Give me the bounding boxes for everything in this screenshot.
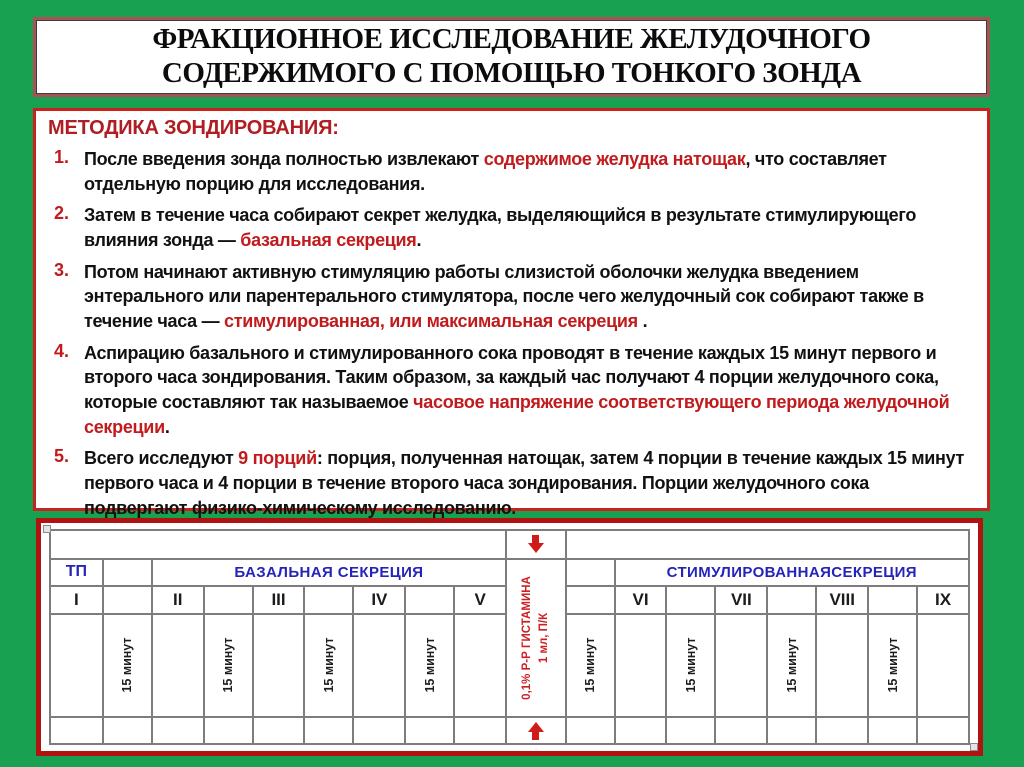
interval-label: 15 минут	[321, 637, 336, 693]
portion-III-cell: III	[253, 586, 305, 614]
item-number: 2.	[54, 203, 70, 224]
table-row	[50, 530, 969, 559]
resize-handle-bottom-right	[970, 743, 978, 751]
portion-IV-cell: IV	[353, 586, 405, 614]
empty-cell	[615, 614, 667, 717]
methodology-box	[33, 108, 990, 518]
secretion-table-panel	[36, 518, 983, 756]
interval-cell	[767, 614, 816, 717]
empty-cell	[152, 717, 204, 744]
histamine-bottom-cell	[506, 717, 566, 744]
empty-cell	[152, 614, 204, 717]
up-arrow-icon	[507, 722, 565, 740]
method-item	[46, 341, 975, 440]
tp-header-cell: ТП	[50, 559, 103, 586]
portion-VIII-cell: VIII	[816, 586, 868, 614]
method-item	[46, 260, 975, 334]
down-arrow-icon	[507, 535, 565, 553]
method-list	[46, 147, 975, 520]
interval-cell	[204, 614, 253, 717]
basal-secretion-header: БАЗАЛЬНАЯ СЕКРЕЦИЯ	[152, 559, 506, 586]
interval-label: 15 минут	[422, 637, 437, 693]
item-text: После введения зонда полностью извлекают содержимое желудка натощак, что составляет отдельную порцию для исследования.	[84, 149, 887, 194]
item-number: 3.	[54, 259, 70, 280]
empty-cell	[917, 614, 969, 717]
interval-cell	[566, 614, 615, 717]
top-band-right	[566, 530, 969, 559]
empty-cell	[304, 717, 353, 744]
interval-cell	[868, 614, 917, 717]
interval-label: 15 минут	[120, 637, 135, 693]
empty-cell	[103, 586, 152, 614]
empty-cell	[767, 717, 816, 744]
interval-cell	[666, 614, 715, 717]
item-text: Всего исследуют 9 порций: порция, полученная натощак, затем 4 порции в течение каждых 15 минут первого часа и 4 порции в течение второго часа зондирования. Порции желудочного сока подвергают физико-химическому исследованию.	[84, 448, 965, 518]
portion-IX-cell: IX	[917, 586, 969, 614]
item-number: 1.	[54, 147, 70, 167]
item-number: 4.	[54, 340, 70, 361]
empty-cell	[353, 614, 405, 717]
histamine-label-line1: 0,1% Р-Р ГИСТАМИНА	[520, 576, 533, 700]
item-text: Потом начинают активную стимуляцию работы слизистой оболочки желудка введением энтерального или парентерального стимулятора, после чего желудочный сок собирают также в течение часа — стимулированная, или максимальная секреция .	[84, 261, 924, 331]
slide-title-box	[33, 17, 990, 97]
empty-cell	[566, 586, 615, 614]
interval-label: 15 минут	[885, 637, 900, 693]
portion-II-cell: II	[152, 586, 204, 614]
histamine-label-line2: 1 мл, П/К	[537, 612, 550, 664]
empty-cell	[405, 717, 454, 744]
empty-cell	[353, 717, 405, 744]
top-band-left	[50, 530, 506, 559]
empty-cell	[615, 717, 667, 744]
empty-cell	[566, 717, 615, 744]
interval-label: 15 минут	[221, 637, 236, 693]
interval-label: 15 минут	[583, 637, 598, 693]
interval-cell	[103, 614, 152, 717]
method-item	[46, 203, 975, 252]
portion-V-cell: V	[454, 586, 506, 614]
empty-cell	[868, 717, 917, 744]
empty-cell	[868, 586, 917, 614]
empty-cell	[253, 717, 305, 744]
empty-cell	[666, 586, 715, 614]
resize-handle-top-left	[43, 525, 51, 533]
empty-cell	[50, 614, 103, 717]
portion-I-cell: I	[50, 586, 103, 614]
empty-cell	[816, 614, 868, 717]
empty-cell	[405, 586, 454, 614]
item-number: 5.	[54, 446, 70, 467]
portion-VII-cell: VII	[715, 586, 767, 614]
method-item	[46, 147, 975, 196]
item-text: Аспирацию базального и стимулированного сока проводят в течение каждых 15 минут первого и второго часа зондирования. Таким образом, за каждый час получают 4 порции желудочного сока, которые составляют так называемое часовое напряжение соответствующего периода желудочной секреции.	[84, 342, 950, 437]
empty-cell	[816, 717, 868, 744]
interval-label: 15 минут	[784, 637, 799, 693]
empty-cell	[103, 559, 152, 586]
empty-cell	[666, 717, 715, 744]
method-item	[46, 446, 975, 520]
secretion-table	[49, 529, 970, 745]
histamine-top-cell	[506, 530, 566, 559]
interval-label: 15 минут	[683, 637, 698, 693]
empty-cell	[566, 559, 615, 586]
stimulated-secretion-header: СТИМУЛИРОВАННАЯСЕКРЕЦИЯ	[615, 559, 969, 586]
empty-cell	[304, 586, 353, 614]
empty-cell	[204, 586, 253, 614]
table-row	[50, 717, 969, 744]
table-row	[50, 559, 969, 586]
empty-cell	[50, 717, 103, 744]
histamine-cell	[506, 559, 566, 717]
item-text: Затем в течение часа собирают секрет желудка, выделяющийся в результате стимулирующего влияния зонда — базальная секреция.	[84, 205, 917, 250]
portion-VI-cell: VI	[615, 586, 667, 614]
empty-cell	[715, 717, 767, 744]
empty-cell	[454, 717, 506, 744]
empty-cell	[103, 717, 152, 744]
empty-cell	[767, 586, 816, 614]
empty-cell	[917, 717, 969, 744]
methodology-heading: МЕТОДИКА ЗОНДИРОВАНИЯ:	[48, 117, 339, 139]
empty-cell	[715, 614, 767, 717]
empty-cell	[253, 614, 305, 717]
histamine-label	[519, 576, 554, 700]
empty-cell	[204, 717, 253, 744]
slide-title-line2: СОДЕРЖИМОГО С ПОМОЩЬЮ ТОНКОГО ЗОНДА	[161, 57, 862, 89]
slide-title-line1: ФРАКЦИОННОЕ ИССЛЕДОВАНИЕ ЖЕЛУДОЧНОГО	[152, 23, 871, 56]
interval-cell	[405, 614, 454, 717]
interval-cell	[304, 614, 353, 717]
empty-cell	[454, 614, 506, 717]
